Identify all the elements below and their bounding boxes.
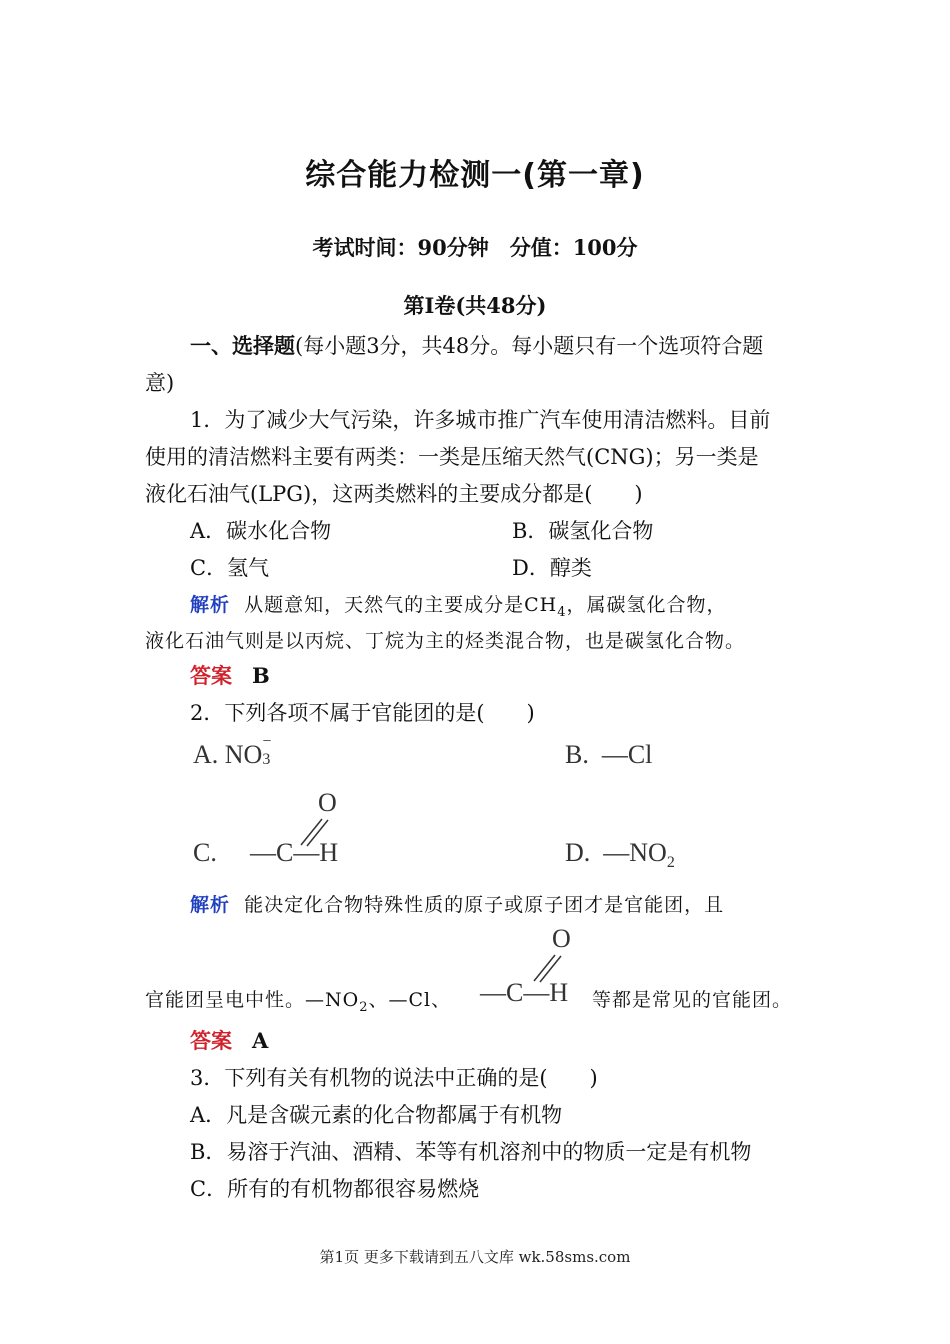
page-title: 综合能力检测一(第一章)	[305, 158, 645, 193]
part1-desc-text: (每小题3分，共48分。每小题只有一个选项符合题	[295, 334, 764, 358]
q2-option-b-formula: —Cl	[601, 740, 653, 769]
q2-analysis-subscript: 2	[359, 999, 369, 1015]
q2-analysis-text-b: 、—Cl、	[368, 989, 452, 1011]
q3-stem: 3．下列有关有机物的说法中正确的是( )	[190, 1066, 598, 1090]
section-heading: 第Ⅰ卷(共48分)	[403, 293, 547, 318]
q2-analysis-line1	[190, 890, 855, 917]
q1-stem-line2: 使用的清洁燃料主要有两类：一类是压缩天然气(CNG)；另一类是	[145, 445, 759, 469]
q2-option-d	[565, 838, 675, 872]
analysis-label: 解析	[190, 894, 231, 916]
q1-stem-line3: 液化石油气(LPG)，这两类燃料的主要成分都是( )	[145, 482, 643, 506]
q2-option-a-formula: NO	[224, 740, 263, 769]
analysis-label: 解析	[190, 594, 231, 616]
part1-heading: 一、选择题	[190, 334, 295, 358]
q2-option-c	[193, 838, 217, 868]
q3-option-c: C．所有的有机物都很容易燃烧	[190, 1177, 480, 1201]
answer-label: 答案	[190, 1029, 232, 1053]
q2-option-d-subscript: 2	[666, 854, 675, 872]
q1-analysis-subscript: 4	[557, 604, 567, 620]
q2-answer	[190, 1025, 855, 1055]
answer-label: 答案	[190, 664, 232, 688]
q1-analysis-line1	[190, 590, 855, 620]
q3-option-b: B．易溶于汽油、酒精、苯等有机溶剂中的物质一定是有机物	[190, 1140, 752, 1164]
q1-option-d: D．醇类	[512, 556, 592, 580]
q1-answer	[190, 660, 855, 690]
q2-option-b-label: B.	[565, 740, 589, 769]
q2-option-a-label: A.	[193, 740, 219, 769]
q1-option-b: B．碳氢化合物	[512, 519, 654, 543]
q2-option-a-subscript: 3	[262, 751, 271, 768]
q2-analysis-oxygen: O	[552, 924, 571, 953]
q1-option-a: A．碳水化合物	[190, 519, 332, 543]
q2-option-a	[193, 733, 276, 770]
part1-description-line2: 意)	[145, 371, 175, 395]
q2-analysis-text-a: 官能团呈电中性。—NO	[145, 989, 360, 1011]
q2-analysis-text: 能决定化合物特殊性质的原子或原子团才是官能团，且	[244, 894, 725, 916]
q2-option-c-oxygen: O	[318, 788, 337, 817]
q2-answer-value: A	[252, 1028, 269, 1053]
q1-stem-line1: 1．为了减少大气污染，许多城市推广汽车使用清洁燃料。目前	[190, 408, 771, 432]
q1-option-c: C．氢气	[190, 556, 270, 580]
exam-info: 考试时间：90分钟 分值：100分	[312, 235, 638, 260]
q2-option-b	[565, 740, 652, 770]
q2-option-c-label: C.	[193, 838, 217, 867]
q1-analysis-text-b: ，属碳氢化合物，	[566, 594, 727, 616]
q2-option-d-label: D.	[565, 838, 591, 867]
q2-option-a-charge	[262, 733, 276, 768]
q1-answer-value: B	[252, 663, 270, 688]
q2-option-a-superscript: −	[262, 733, 272, 750]
q2-option-d-formula: —NO	[603, 838, 667, 867]
q2-analysis-aldehyde: —C—H	[480, 978, 569, 1007]
q2-analysis-text-c: 等都是常见的官能团。	[592, 989, 793, 1011]
q1-analysis-text: 从题意知，天然气的主要成分是CH	[244, 594, 558, 616]
q1-analysis-line2: 液化石油气则是以丙烷、丁烷为主的烃类混合物，也是碳氢化合物。	[145, 630, 746, 652]
page-footer: 第1页 更多下载请到五八文库 wk.58sms.com	[319, 1248, 631, 1266]
q2-option-c-formula: —C—H	[250, 838, 339, 867]
part1-description-line1	[190, 330, 855, 360]
q3-option-a: A．凡是含碳元素的化合物都属于有机物	[190, 1103, 563, 1127]
q2-stem: 2．下列各项不属于官能团的是( )	[190, 701, 535, 725]
